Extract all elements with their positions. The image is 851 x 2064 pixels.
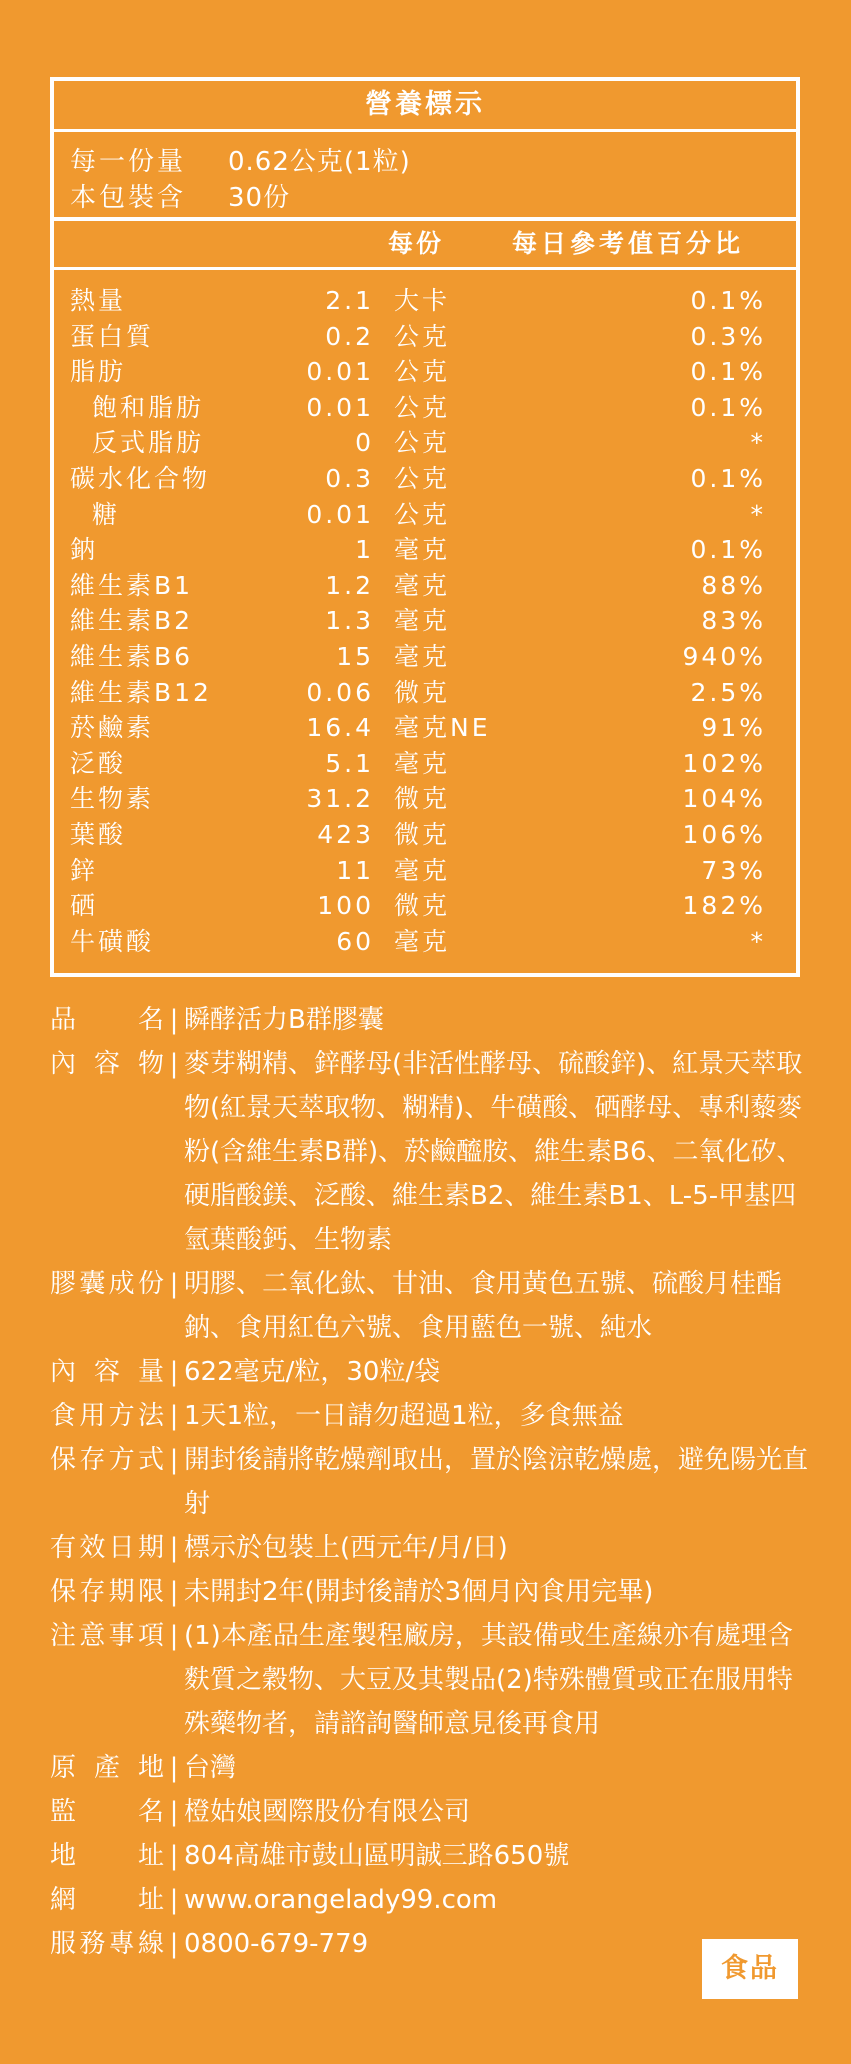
nutrient-name: 鈉 xyxy=(70,535,99,565)
info-row xyxy=(50,1614,810,1746)
nutrient-unit: 微克 xyxy=(394,819,451,849)
nutrient-unit: 毫克NE xyxy=(394,713,491,743)
info-separator: | xyxy=(169,1753,179,1783)
nutrient-unit: 毫克 xyxy=(394,606,451,636)
info-label: 內容量 xyxy=(50,1357,164,1387)
nutrient-name: 脂肪 xyxy=(70,357,127,387)
nutrient-amount: 1.2 xyxy=(325,570,374,600)
nutrient-unit: 毫克 xyxy=(394,641,451,671)
info-row xyxy=(50,1790,810,1834)
nutrient-daily-pct: 73% xyxy=(701,855,766,885)
nutrient-row xyxy=(54,817,796,853)
nutrient-amount: 31.2 xyxy=(306,784,374,814)
nutrient-daily-pct: 0.1% xyxy=(690,357,766,387)
info-row xyxy=(50,1394,810,1438)
info-value: (1)本產品生產製程廠房，其設備或生產線亦有處理含麩質之穀物、大豆及其製品(2)特殊體質或正在服用特殊藥物者，請諮詢醫師意見後再食用 xyxy=(184,1621,793,1739)
info-value: 804高雄市鼓山區明誠三路650號 xyxy=(184,1841,570,1871)
info-label: 保存方式 xyxy=(50,1445,164,1475)
nutrient-unit: 公克 xyxy=(394,392,451,422)
nutrient-unit: 大卡 xyxy=(394,286,451,315)
nutrient-unit: 公克 xyxy=(394,357,451,387)
nutrient-rows xyxy=(54,270,796,959)
nutrient-name: 飽和脂肪 xyxy=(92,392,205,422)
nutrient-amount: 0.01 xyxy=(306,499,374,529)
nutrient-row xyxy=(54,497,796,533)
nutrition-title: 營養標示 xyxy=(54,81,796,132)
nutrient-row xyxy=(54,603,796,639)
nutrient-unit: 公克 xyxy=(394,463,451,493)
nutrient-amount: 0.2 xyxy=(325,321,374,351)
nutrient-unit: 微克 xyxy=(394,891,451,921)
nutrient-daily-pct: 88% xyxy=(701,570,766,600)
info-separator: | xyxy=(169,1049,179,1079)
info-label: 有效日期 xyxy=(50,1533,164,1563)
info-separator: | xyxy=(169,1269,179,1299)
info-value: 明膠、二氧化鈦、甘油、食用黃色五號、硫酸月桂酯鈉、食用紅色六號、食用藍色一號、純水 xyxy=(184,1269,783,1343)
nutrient-amount: 11 xyxy=(336,855,374,885)
nutrient-daily-pct: 0.1% xyxy=(690,392,766,422)
nutrient-name: 硒 xyxy=(70,891,99,921)
nutrient-unit: 毫克 xyxy=(394,570,451,600)
info-value: 瞬酵活力B群膠囊 xyxy=(184,1005,384,1035)
nutrient-row xyxy=(54,746,796,782)
nutrient-row xyxy=(54,853,796,889)
info-separator: | xyxy=(169,1445,179,1475)
nutrient-row xyxy=(54,461,796,497)
info-label: 膠囊成份 xyxy=(50,1269,164,1299)
info-label: 地址 xyxy=(50,1841,164,1871)
servings-value: 30份 xyxy=(228,183,291,213)
info-value: 橙姑娘國際股份有限公司 xyxy=(184,1797,471,1827)
info-value: 麥芽糊精、鋅酵母(非活性酵母、硫酸鋅)、紅景天萃取物(紅景天萃取物、糊精)、牛磺酸、硒酵母、專利藜麥粉(含維生素B群)、菸鹼醯胺、維生素B6、二氧化矽、硬脂酸鎂、泛酸、維生素B2、維生素B1、L-5-甲基四氫葉酸鈣、生物素 xyxy=(184,1049,803,1255)
serving-size-value: 0.62公克(1粒) xyxy=(228,147,411,177)
serving-size-row xyxy=(70,144,796,180)
info-row xyxy=(50,1350,810,1394)
nutrient-name: 維生素B6 xyxy=(70,641,194,671)
info-row xyxy=(50,1262,810,1350)
info-separator: | xyxy=(169,1929,179,1959)
info-label: 原產地 xyxy=(50,1753,164,1783)
info-separator: | xyxy=(169,1797,179,1827)
info-label: 注意事項 xyxy=(50,1621,164,1651)
nutrient-row xyxy=(54,354,796,390)
nutrient-amount: 0.06 xyxy=(306,677,374,707)
nutrient-amount: 5.1 xyxy=(325,748,374,778)
info-label: 服務專線 xyxy=(50,1929,164,1959)
info-label: 品名 xyxy=(50,1005,164,1035)
nutrient-amount: 423 xyxy=(317,819,374,849)
nutrient-unit: 毫克 xyxy=(394,926,451,956)
nutrient-daily-pct: 104% xyxy=(682,784,766,814)
nutrient-row xyxy=(54,888,796,924)
nutrient-amount: 16.4 xyxy=(306,713,374,743)
info-label: 網址 xyxy=(50,1885,164,1915)
info-separator: | xyxy=(169,1533,179,1563)
nutrient-amount: 0.3 xyxy=(325,463,374,493)
nutrient-row xyxy=(54,675,796,711)
serving-size-label: 每一份量 xyxy=(70,147,187,177)
nutrient-daily-pct: 182% xyxy=(682,891,766,921)
info-row xyxy=(50,1922,810,1966)
info-separator: | xyxy=(169,1577,179,1607)
nutrient-row xyxy=(54,639,796,675)
nutrient-row xyxy=(54,390,796,426)
nutrient-daily-pct: 940% xyxy=(682,641,766,671)
info-separator: | xyxy=(169,1005,179,1035)
product-info xyxy=(50,998,810,1966)
nutrient-row xyxy=(54,425,796,461)
nutrient-daily-pct: 102% xyxy=(682,748,766,778)
info-row xyxy=(50,1746,810,1790)
nutrient-daily-pct: 2.5% xyxy=(690,677,766,707)
nutrient-name: 生物素 xyxy=(70,784,155,814)
info-value: 未開封2年(開封後請於3個月內食用完畢) xyxy=(184,1577,654,1607)
nutrient-daily-pct: 0.1% xyxy=(690,463,766,493)
nutrient-name: 熱量 xyxy=(70,286,127,315)
info-separator: | xyxy=(169,1621,179,1651)
nutrient-unit: 毫克 xyxy=(394,855,451,885)
nutrient-amount: 0.01 xyxy=(306,357,374,387)
info-label: 內容物 xyxy=(50,1049,164,1079)
nutrient-amount: 0 xyxy=(355,428,374,458)
info-row xyxy=(50,1526,810,1570)
nutrient-row xyxy=(54,568,796,604)
nutrient-name: 反式脂肪 xyxy=(92,428,205,458)
food-badge: 食品 xyxy=(702,1939,798,1999)
info-value: 622毫克/粒，30粒/袋 xyxy=(184,1357,441,1387)
nutrient-daily-pct: * xyxy=(750,926,766,956)
info-separator: | xyxy=(169,1357,179,1387)
nutrient-row xyxy=(54,710,796,746)
info-label: 保存期限 xyxy=(50,1577,164,1607)
info-row xyxy=(50,1834,810,1878)
nutrient-amount: 1 xyxy=(355,535,374,565)
nutrient-row xyxy=(54,924,796,960)
info-separator: | xyxy=(169,1885,179,1915)
info-row xyxy=(50,1878,810,1922)
info-value: 開封後請將乾燥劑取出，置於陰涼乾燥處，避免陽光直射 xyxy=(184,1445,809,1519)
serving-info xyxy=(54,132,796,221)
servings-per-package-row xyxy=(70,180,796,216)
info-row xyxy=(50,1042,810,1262)
nutrient-amount: 15 xyxy=(336,641,374,671)
nutrient-amount: 2.1 xyxy=(325,286,374,315)
nutrient-row xyxy=(54,319,796,355)
info-separator: | xyxy=(169,1841,179,1871)
info-value: 1天1粒，一日請勿超過1粒，多食無益 xyxy=(184,1401,624,1431)
nutrient-unit: 公克 xyxy=(394,499,451,529)
nutrient-name: 維生素B1 xyxy=(70,570,194,600)
servings-label: 本包裝含 xyxy=(70,183,187,213)
info-row xyxy=(50,1438,810,1526)
nutrition-column-header xyxy=(54,221,796,270)
nutrient-unit: 微克 xyxy=(394,784,451,814)
nutrient-name: 牛磺酸 xyxy=(70,926,155,956)
info-value: 標示於包裝上(西元年/月/日) xyxy=(184,1533,508,1563)
info-row xyxy=(50,1570,810,1614)
info-value: 台灣 xyxy=(184,1753,237,1783)
nutrient-daily-pct: * xyxy=(750,428,766,458)
nutrient-unit: 公克 xyxy=(394,428,451,458)
nutrient-daily-pct: 106% xyxy=(682,819,766,849)
info-value: 0800-679-779 xyxy=(184,1929,369,1959)
nutrient-name: 碳水化合物 xyxy=(70,463,211,493)
nutrient-name: 維生素B2 xyxy=(70,606,194,636)
info-row xyxy=(50,998,810,1042)
nutrient-row xyxy=(54,283,796,319)
nutrient-name: 維生素B12 xyxy=(70,677,212,707)
nutrient-name: 鋅 xyxy=(70,855,99,885)
nutrient-amount: 0.01 xyxy=(306,392,374,422)
nutrient-name: 蛋白質 xyxy=(70,321,155,351)
nutrient-daily-pct: 0.1% xyxy=(690,535,766,565)
nutrient-daily-pct: 0.1% xyxy=(690,286,766,315)
nutrient-row xyxy=(54,781,796,817)
nutrient-unit: 公克 xyxy=(394,321,451,351)
nutrient-unit: 毫克 xyxy=(394,748,451,778)
nutrient-name: 葉酸 xyxy=(70,819,127,849)
nutrient-amount: 100 xyxy=(317,891,374,921)
info-separator: | xyxy=(169,1401,179,1431)
per-serving-header: 每份 xyxy=(388,229,445,258)
info-value[interactable]: www.orangelady99.com xyxy=(184,1885,498,1915)
info-label: 監名 xyxy=(50,1797,164,1827)
nutrient-name: 糖 xyxy=(92,499,121,529)
nutrient-row xyxy=(54,532,796,568)
nutrition-facts-panel xyxy=(50,77,800,977)
nutrient-amount: 60 xyxy=(336,926,374,956)
nutrient-name: 泛酸 xyxy=(70,748,127,778)
nutrient-name: 菸鹼素 xyxy=(70,713,155,743)
nutrient-unit: 毫克 xyxy=(394,535,451,565)
nutrient-daily-pct: 91% xyxy=(701,713,766,743)
nutrient-daily-pct: 0.3% xyxy=(690,321,766,351)
daily-value-header: 每日參考值百分比 xyxy=(512,229,745,258)
nutrient-amount: 1.3 xyxy=(325,606,374,636)
nutrient-unit: 微克 xyxy=(394,677,451,707)
nutrient-daily-pct: 83% xyxy=(701,606,766,636)
nutrient-daily-pct: * xyxy=(750,499,766,529)
info-label: 食用方法 xyxy=(50,1401,164,1431)
